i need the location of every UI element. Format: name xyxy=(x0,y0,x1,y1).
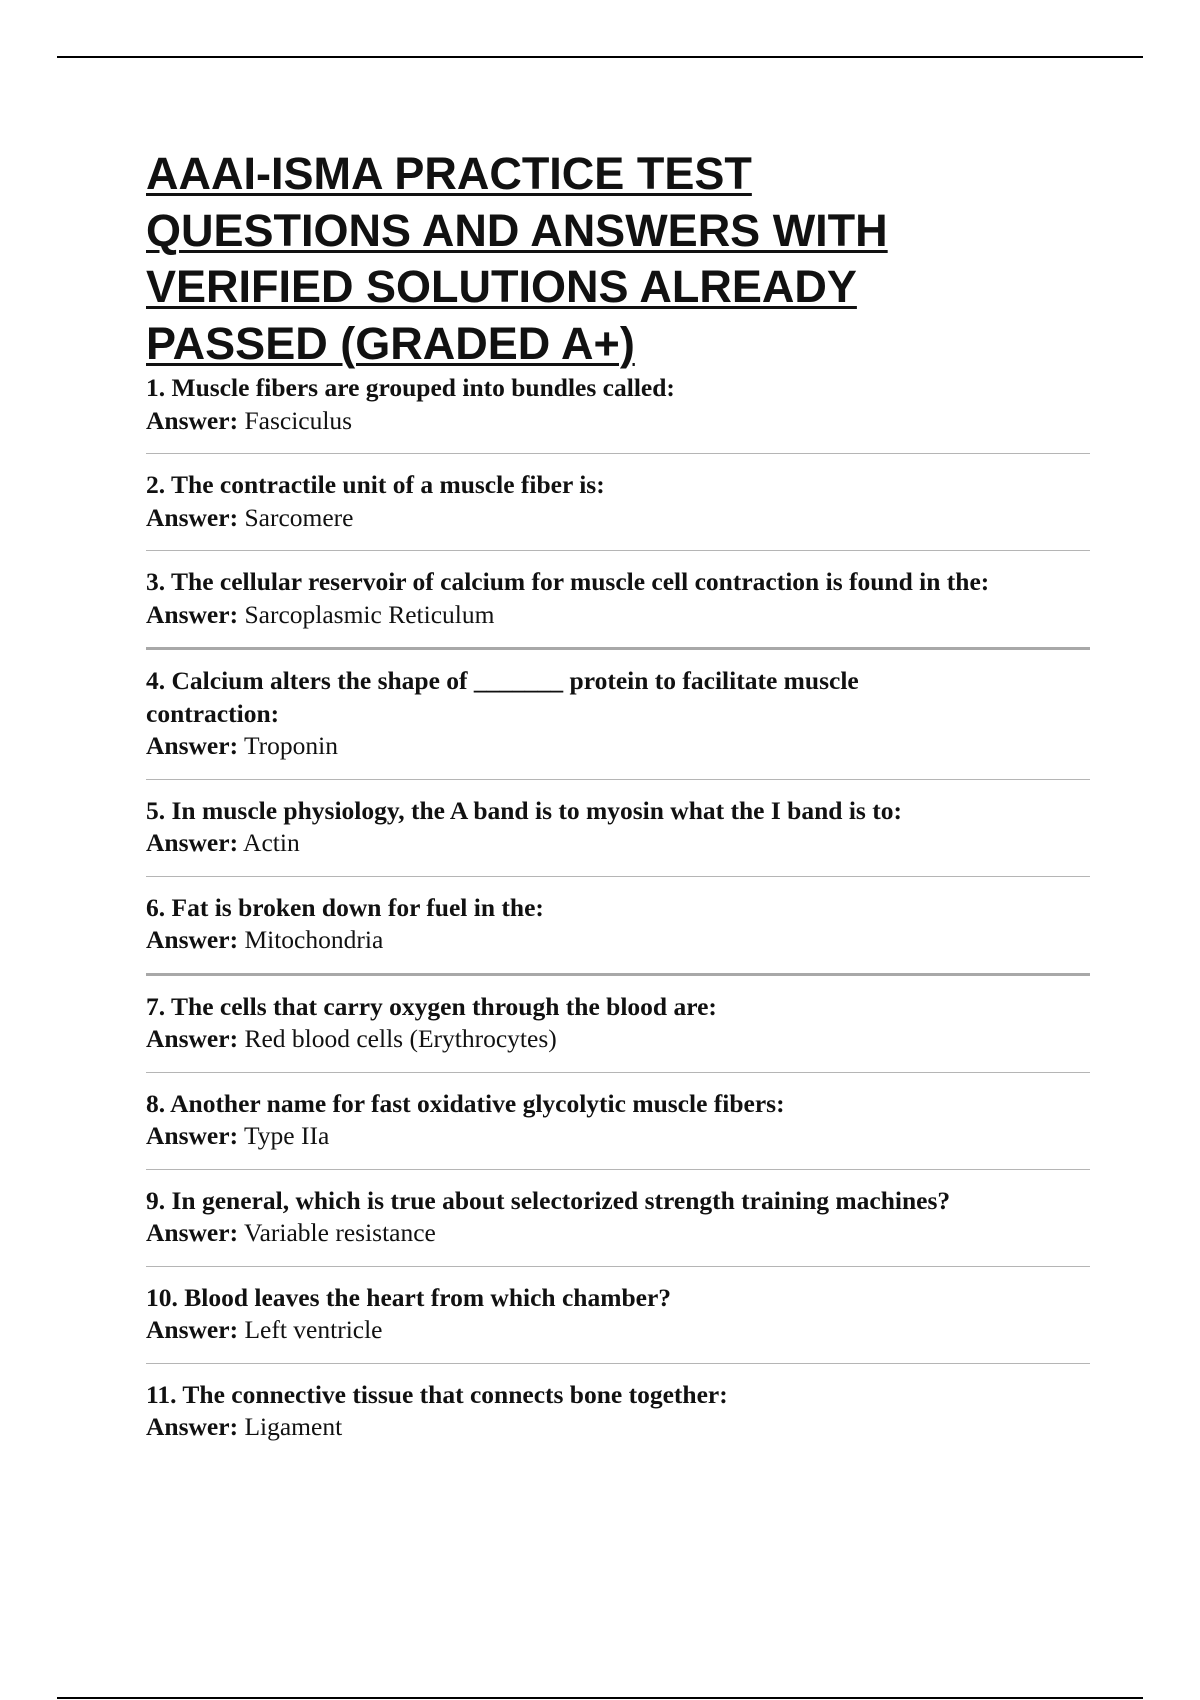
answer-label: Answer: xyxy=(146,502,239,532)
qa-item xyxy=(146,1185,1090,1267)
question-text: 2. The contractile unit of a muscle fiber is: xyxy=(146,470,605,499)
question-text: 1. Muscle fibers are grouped into bundles called: xyxy=(146,373,675,402)
answer-label: Answer: xyxy=(146,405,239,435)
qa-item xyxy=(146,1088,1090,1170)
answer-line xyxy=(146,1411,1090,1444)
page-top-rule xyxy=(57,56,1143,58)
answer-text: Troponin xyxy=(244,731,339,760)
answer-line xyxy=(146,1217,1090,1250)
qa-item xyxy=(146,665,1090,780)
answer-text: Fasciculus xyxy=(244,405,353,435)
answer-label: Answer: xyxy=(146,1218,239,1247)
answer-label: Answer: xyxy=(146,1121,239,1150)
answer-line xyxy=(146,1023,1090,1056)
qa-item xyxy=(146,991,1090,1073)
answer-label: Answer: xyxy=(146,925,239,954)
answer-text: Sarcomere xyxy=(244,502,354,532)
qa-item xyxy=(146,1282,1090,1364)
question-text: 7. The cells that carry oxygen through the blood are: xyxy=(146,991,717,1021)
question-text: 9. In general, which is true about selectorized strength training machines? xyxy=(146,1185,951,1215)
question-list xyxy=(146,372,1090,1460)
answer-line xyxy=(146,405,1090,438)
question-text: 8. Another name for fast oxidative glycolytic muscle fibers: xyxy=(146,1088,785,1118)
answer-label: Answer: xyxy=(146,1315,239,1344)
answer-text: Left ventricle xyxy=(244,1315,383,1344)
document-title: AAAI-ISMA PRACTICE TEST QUESTIONS AND ANSWERS WITH VERIFIED SOLUTIONS ALREADY PASSED (GRADED A+) xyxy=(146,148,888,369)
qa-item xyxy=(146,372,1090,454)
document-body xyxy=(146,146,1090,1475)
question-text: 4. Calcium alters the shape of _______ protein to facilitate muscle contraction: xyxy=(146,666,859,728)
qa-item xyxy=(146,892,1090,976)
answer-line xyxy=(146,502,1090,535)
question-text: 11. The connective tissue that connects bone together: xyxy=(146,1379,728,1409)
qa-item xyxy=(146,795,1090,877)
question-text: 5. In muscle physiology, the A band is to myosin what the I band is to: xyxy=(146,795,902,825)
answer-text: Red blood cells (Erythrocytes) xyxy=(244,1024,557,1053)
answer-line xyxy=(146,599,1090,632)
question-text: 6. Fat is broken down for fuel in the: xyxy=(146,892,544,922)
answer-line xyxy=(146,924,1090,957)
question-text: 3. The cellular reservoir of calcium for muscle cell contraction is found in the: xyxy=(146,567,990,596)
qa-item xyxy=(146,566,1090,650)
answer-text: Variable resistance xyxy=(244,1218,436,1247)
answer-text: Sarcoplasmic Reticulum xyxy=(244,599,495,629)
answer-text: Type IIa xyxy=(244,1121,330,1150)
answer-label: Answer: xyxy=(146,1412,239,1441)
answer-label: Answer: xyxy=(146,828,239,857)
answer-label: Answer: xyxy=(146,1024,239,1053)
qa-item xyxy=(146,1379,1090,1460)
answer-line xyxy=(146,1120,1090,1153)
answer-text: Actin xyxy=(243,828,300,857)
page-bottom-rule xyxy=(57,1697,1143,1699)
question-text: 10. Blood leaves the heart from which chamber? xyxy=(146,1282,672,1312)
answer-line xyxy=(146,827,1090,860)
answer-text: Mitochondria xyxy=(244,925,384,954)
answer-text: Ligament xyxy=(244,1412,343,1441)
answer-label: Answer: xyxy=(146,731,239,760)
qa-item xyxy=(146,469,1090,551)
answer-line xyxy=(146,1314,1090,1347)
answer-line xyxy=(146,730,1090,763)
answer-label: Answer: xyxy=(146,599,239,629)
